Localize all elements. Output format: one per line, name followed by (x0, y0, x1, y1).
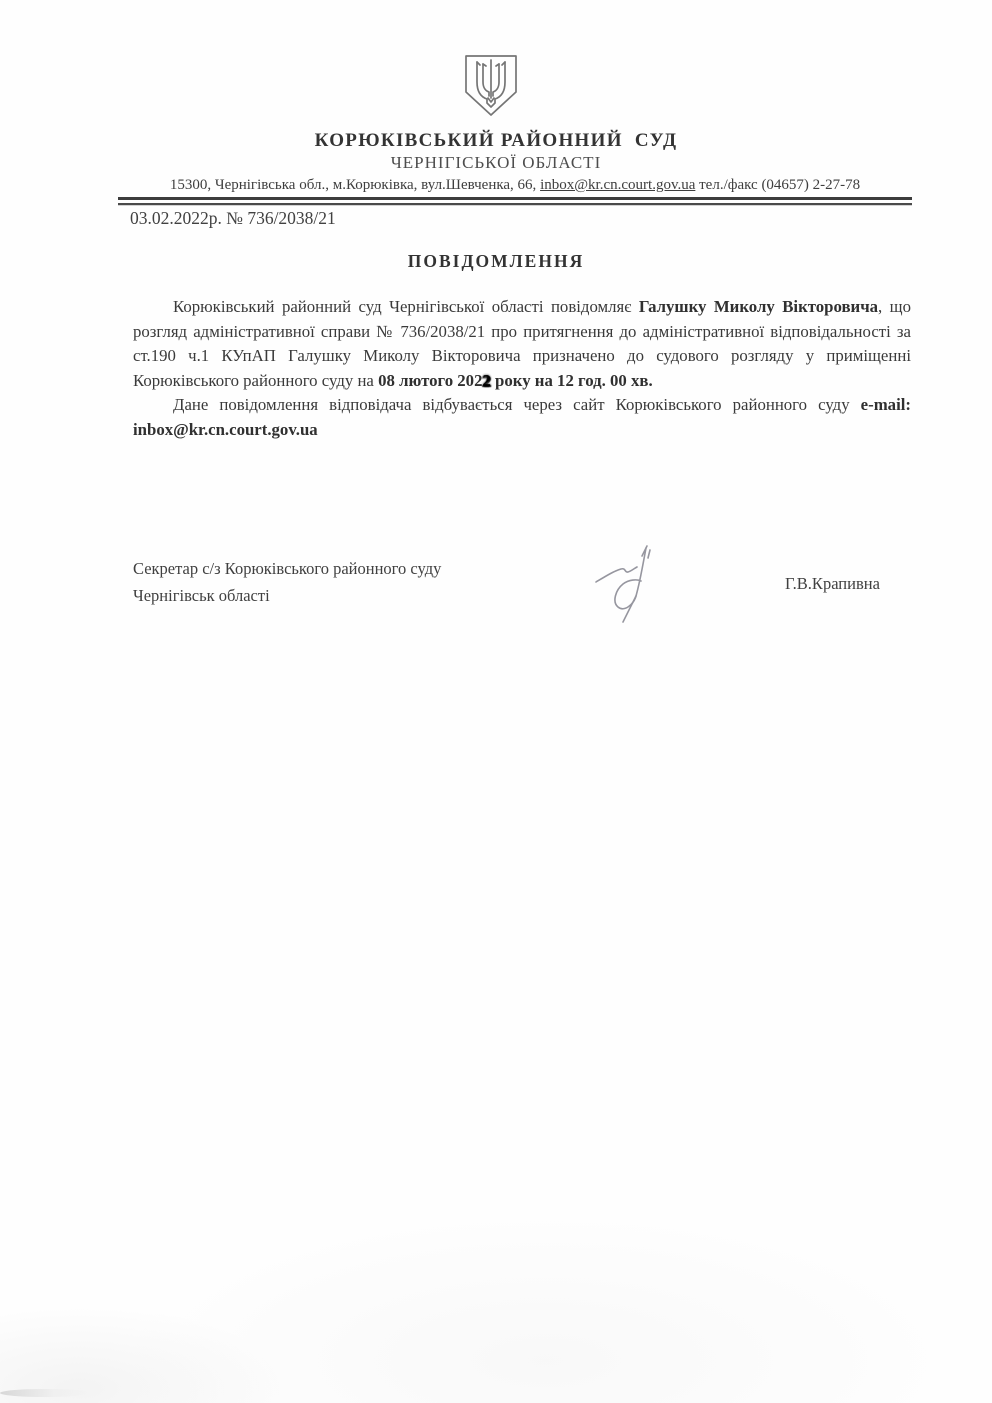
handwritten-signature-icon (590, 534, 680, 626)
body-text-run: суду (818, 395, 861, 415)
court-name-heading: КОРЮКІВСЬКИЙ РАЙОННИЙ СУД (314, 130, 678, 151)
ukraine-trident-emblem-icon (463, 54, 519, 118)
date-and-case-number: 03.02.2022р. № 736/2038/21 (130, 208, 336, 228)
signatory-name: Г.В.Крапивна (785, 574, 880, 593)
address-text: 15300, Чернігівська обл., м.Корюківка, вул.Шевченка, 66, (169, 177, 541, 193)
notice-body (133, 295, 911, 443)
header-divider-rule (118, 197, 912, 205)
body-text-run: , що розгляд адміністративної справи № 736/2038/21 про притягнення до адміністративної відповідальності за ст.190 ч.1 КУпАП Галушку Миколу Вікторовича призначено до судового розгляду у приміщенні Корюківського районного суду на (133, 297, 911, 390)
document-title: ПОВІДОМЛЕННЯ (407, 251, 585, 271)
signatory-role (133, 555, 441, 609)
ink-blot-digit: 2 (482, 370, 491, 390)
court-address-line (118, 177, 912, 194)
hearing-date-bold: 08 лютого 202 (378, 370, 483, 390)
paragraph-delivery-method (133, 393, 911, 442)
address-phone-text: тел./факс (04657) 2-27-78 (695, 177, 861, 193)
scan-smudge-artifact (0, 1389, 90, 1397)
signatory-role-line1: Секретар с/з Корюківського районного суду (133, 559, 442, 578)
body-text-run: Корюківський районний суд Чернігівської області повідомляє (173, 297, 639, 316)
court-region-heading: ЧЕРНІГІСЬКОЇ ОБЛАСТІ (390, 153, 602, 172)
hearing-time-bold: року на 12 год. 00 хв. (490, 370, 653, 390)
paragraph-case-details (133, 295, 911, 393)
court-email-bold[interactable]: e-mail: inbox@kr.cn.court.gov.ua (133, 395, 911, 439)
signatory-role-line2: Чернігівськ області (133, 586, 270, 605)
court-email-link[interactable]: inbox@kr.cn.court.gov.ua (540, 177, 696, 193)
body-text-run: Дане повідомлення відповідача відбувається через сайт Корюківського районного (173, 395, 819, 415)
defendant-name-bold: Галушку Миколу Вікторовича (638, 297, 879, 316)
